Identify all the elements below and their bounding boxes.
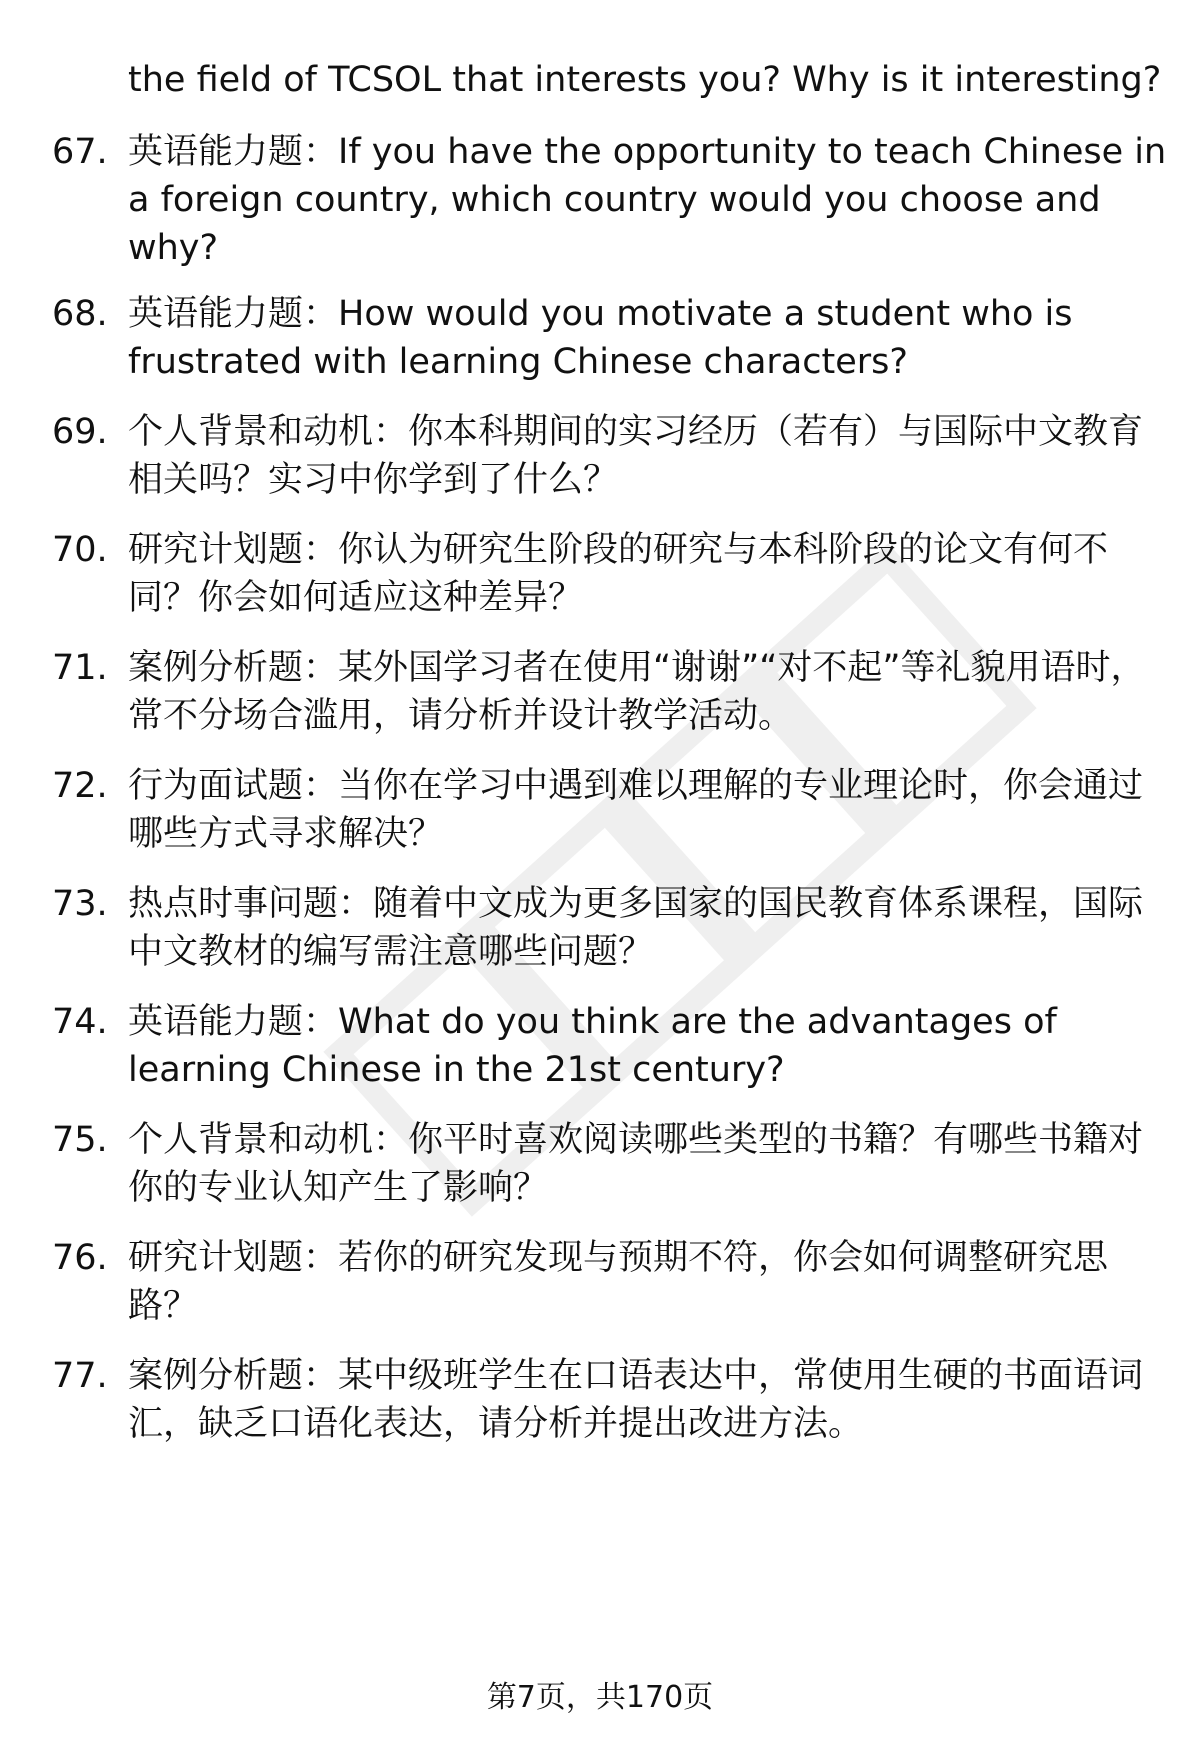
question-text: 案例分析题：某外国学习者在使用“谢谢”“对不起”等礼貌用语时，常不分场合滥用，请分析并设计教学活动。 bbox=[128, 648, 1146, 736]
question-number: 71. bbox=[52, 648, 108, 688]
question-text: 研究计划题：若你的研究发现与预期不符，你会如何调整研究思路？ bbox=[128, 1238, 1109, 1326]
question-number: 69. bbox=[52, 412, 108, 452]
question-text: 个人背景和动机：你本科期间的实习经历（若有）与国际中文教育相关吗？实习中你学到了什么？ bbox=[128, 412, 1144, 500]
question-text: 热点时事问题：随着中文成为更多国家的国民教育体系课程，国际中文教材的编写需注意哪些问题？ bbox=[128, 884, 1144, 972]
question-number: 68. bbox=[52, 294, 108, 334]
question-number: 76. bbox=[52, 1238, 108, 1278]
question-number: 72. bbox=[52, 766, 108, 806]
question-number: 74. bbox=[52, 1002, 108, 1042]
question-text: 英语能力题：If you have the opportunity to teach Chinese in a foreign country, which country would you choose and why? bbox=[128, 132, 1167, 268]
question-text: 英语能力题：How would you motivate a student who is frustrated with learning Chinese characters? bbox=[128, 294, 1073, 382]
question-number: 75. bbox=[52, 1120, 108, 1160]
question-text: 案例分析题：某中级班学生在口语表达中，常使用生硬的书面语词汇，缺乏口语化表达，请分析并提出改进方法。 bbox=[128, 1356, 1144, 1444]
question-text: 行为面试题：当你在学习中遇到难以理解的专业理论时，你会通过哪些方式寻求解决？ bbox=[128, 766, 1144, 854]
question-text: 个人背景和动机：你平时喜欢阅读哪些类型的书籍？有哪些书籍对你的专业认知产生了影响？ bbox=[128, 1120, 1144, 1208]
question-number: 77. bbox=[52, 1356, 108, 1396]
question-text: 研究计划题：你认为研究生阶段的研究与本科阶段的论文有何不同？你会如何适应这种差异？ bbox=[128, 530, 1109, 618]
continuation-text: the field of TCSOL that interests you? Why is it interesting? bbox=[128, 60, 1162, 100]
question-number: 73. bbox=[52, 884, 108, 924]
question-number: 70. bbox=[52, 530, 108, 570]
question-text: 英语能力题：What do you think are the advantages of learning Chinese in the 21st century? bbox=[128, 1002, 1057, 1090]
question-number: 67. bbox=[52, 132, 108, 172]
page-footer: 第7页，共170页 bbox=[486, 1680, 714, 1715]
